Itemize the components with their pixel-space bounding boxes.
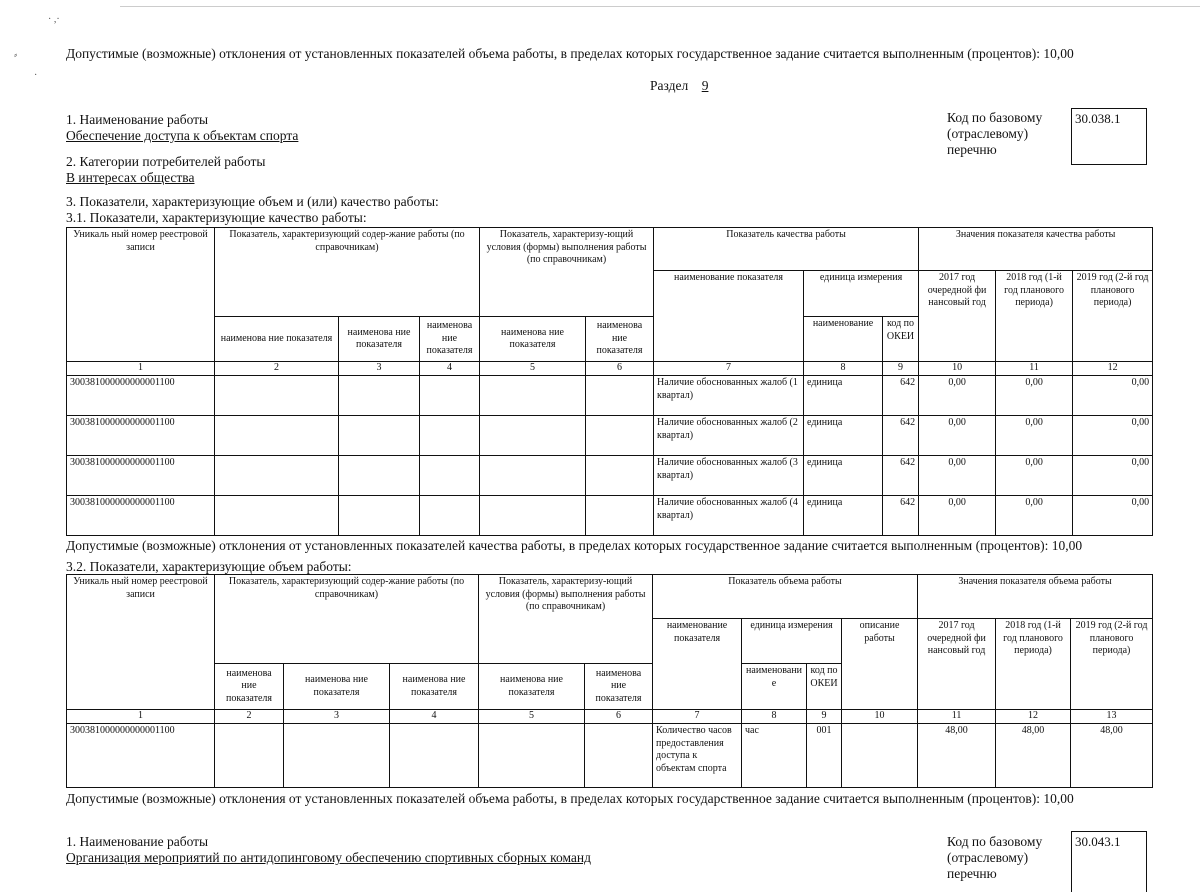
header-okei: код по ОКЕИ <box>883 317 919 362</box>
consumer-category-label: 2. Категории потребителей работы <box>66 154 266 169</box>
header-conditions-indicator <box>479 575 653 664</box>
header-year-2019: 2019 год (2-й год планового периода) <box>1073 271 1153 362</box>
base-list-code-label-3: перечню <box>947 142 997 157</box>
table-row <box>67 496 1153 536</box>
column-number: 10 <box>919 362 996 376</box>
table-cell <box>339 496 420 536</box>
column-number: 9 <box>883 362 919 376</box>
scan-edge-line <box>120 6 1200 7</box>
value-2017-cell: 0,00 <box>919 416 996 456</box>
header-volume-indicator: Показатель объема работы <box>653 575 918 619</box>
column-number: 3 <box>284 710 390 724</box>
volume-table <box>66 574 1153 788</box>
header-indicator-name: наименование показателя <box>654 271 804 362</box>
indicator-name-cell: Наличие обоснованных жалоб (4 квартал) <box>654 496 804 536</box>
header-year-2017: 2017 год очередной фи нансовый год <box>919 271 996 362</box>
okei-cell: 001 <box>807 724 842 788</box>
indicator-name-cell: Наличие обоснованных жалоб (1 квартал) <box>654 376 804 416</box>
value-2017-cell: 0,00 <box>919 496 996 536</box>
header-col-2: наименова ние показателя <box>215 664 284 710</box>
value-2019-cell: 0,00 <box>1073 416 1153 456</box>
scan-speck: · <box>34 70 38 81</box>
header-unit: единица измерения <box>804 271 919 317</box>
table-cell <box>420 496 480 536</box>
header-col-4: наименова ние показателя <box>420 317 480 362</box>
value-2018-cell: 0,00 <box>996 416 1073 456</box>
column-number: 6 <box>585 710 653 724</box>
header-col-3: наименова ние показателя <box>339 317 420 362</box>
section-heading <box>650 78 708 94</box>
header-conditions-text: Показатель, характеризу-ющий условия (формы) выполнения работы <box>486 229 647 253</box>
registry-number-cell: 300381000000000001100 <box>67 496 215 536</box>
table-cell <box>480 416 586 456</box>
unit-cell: час <box>742 724 807 788</box>
base-list-code-label-2: (отраслевому) <box>947 126 1029 141</box>
volume-heading: 3.2. Показатели, характеризующие объем работы: <box>66 559 352 574</box>
header-col-5: наименова ние показателя <box>479 664 585 710</box>
column-number: 11 <box>996 362 1073 376</box>
header-unit: единица измерения <box>742 619 842 664</box>
quality-deviation-text: Допустимые (возможные) отклонения от установленных показателей качества работы, в пределах которых государственное задание считается выполненным (процентов): 10,00 <box>66 538 1083 553</box>
header-work-description: описание работы <box>842 619 918 710</box>
top-deviation-text: Допустимые (возможные) отклонения от установленных показателей объема работы, в пределах которых государственное задание считается выполненным (процентов): 10,00 <box>66 46 1074 61</box>
value-2019-cell: 48,00 <box>1071 724 1153 788</box>
header-unique-number: Уникаль ный номер реестровой записи <box>67 228 215 362</box>
value-2017-cell: 48,00 <box>918 724 996 788</box>
quality-heading: 3.1. Показатели, характеризующие качество работы: <box>66 210 367 225</box>
work-name-value: Организация мероприятий по антидопинговому обеспечению спортивных сборных команд <box>66 850 592 865</box>
table-cell <box>420 416 480 456</box>
table-row <box>67 376 1153 416</box>
registry-number-cell: 300381000000000001100 <box>67 376 215 416</box>
work-name-value: Обеспечение доступа к объектам спорта <box>66 128 299 143</box>
column-number: 6 <box>586 362 654 376</box>
table-cell <box>215 416 339 456</box>
indicators-heading: 3. Показатели, характеризующие объем и (или) качество работы: <box>66 194 439 209</box>
column-number: 7 <box>654 362 804 376</box>
value-2019-cell: 0,00 <box>1073 376 1153 416</box>
table-cell <box>480 376 586 416</box>
indicator-name-cell: Наличие обоснованных жалоб (3 квартал) <box>654 456 804 496</box>
header-quality-values: Значения показателя качества работы <box>919 228 1153 271</box>
header-content-indicator: Показатель, характеризующий содер-жание работы (по справочникам) <box>215 228 480 317</box>
volume-deviation-text: Допустимые (возможные) отклонения от установленных показателей объема работы, в пределах которых государственное задание считается выполненным (процентов): 10,00 <box>66 791 1074 806</box>
table-row <box>67 724 1153 788</box>
column-number: 13 <box>1071 710 1153 724</box>
value-2018-cell: 0,00 <box>996 456 1073 496</box>
indicator-name-cell: Количество часов предоставления доступа к объектам спорта <box>653 724 742 788</box>
scan-speck: ⸗ <box>14 50 18 61</box>
description-cell <box>842 724 918 788</box>
base-list-code-label-1: Код по базовому <box>947 110 1043 125</box>
table-cell <box>339 376 420 416</box>
column-number: 12 <box>1073 362 1153 376</box>
indicator-name-cell: Наличие обоснованных жалоб (2 квартал) <box>654 416 804 456</box>
column-number: 4 <box>420 362 480 376</box>
header-volume-values: Значения показателя объема работы <box>918 575 1153 619</box>
column-number: 3 <box>339 362 420 376</box>
work-name-label: 1. Наименование работы <box>66 112 209 127</box>
work-name-label: 1. Наименование работы <box>66 834 209 849</box>
header-quality-indicator: Показатель качества работы <box>654 228 919 271</box>
table-cell <box>339 416 420 456</box>
unit-cell: единица <box>804 456 883 496</box>
okei-cell: 642 <box>883 376 919 416</box>
column-number: 12 <box>996 710 1071 724</box>
column-number: 2 <box>215 710 284 724</box>
header-conditions-indicator <box>480 228 654 317</box>
header-col-6: наименова ние показателя <box>585 664 653 710</box>
header-year-2018: 2018 год (1-й год планового периода) <box>996 619 1071 710</box>
header-col-5: наименова ние показателя <box>480 317 586 362</box>
table-cell <box>284 724 390 788</box>
okei-cell: 642 <box>883 496 919 536</box>
column-number: 5 <box>480 362 586 376</box>
table-cell <box>479 724 585 788</box>
section-number: 9 <box>701 78 709 93</box>
quality-table <box>66 227 1153 536</box>
header-year-2018: 2018 год (1-й год планового периода) <box>996 271 1073 362</box>
column-number: 4 <box>390 710 479 724</box>
header-unit-name: наименовани е <box>742 664 807 710</box>
header-col-2: наименова ние показателя <box>215 317 339 362</box>
column-number: 7 <box>653 710 742 724</box>
header-unit-name: наименование <box>804 317 883 362</box>
header-conditions-sub: (по справочникам) <box>525 601 606 612</box>
consumer-category-value: В интересах общества <box>66 170 195 185</box>
column-number: 8 <box>742 710 807 724</box>
okei-cell: 642 <box>883 456 919 496</box>
column-number: 10 <box>842 710 918 724</box>
table-cell <box>215 496 339 536</box>
table-cell <box>420 376 480 416</box>
base-list-code-label-2: (отраслевому) <box>947 850 1029 865</box>
header-indicator-name: наименование показателя <box>653 619 742 710</box>
base-list-code-label-1: Код по базовому <box>947 834 1043 849</box>
table-cell <box>480 496 586 536</box>
table-cell <box>586 416 654 456</box>
okei-cell: 642 <box>883 416 919 456</box>
table-row <box>67 416 1153 456</box>
table-cell <box>480 456 586 496</box>
base-list-code-box: 30.038.1 <box>1071 108 1147 165</box>
value-2019-cell: 0,00 <box>1073 456 1153 496</box>
header-col-4: наименова ние показателя <box>390 664 479 710</box>
header-conditions-text: Показатель, характеризу-ющий условия (формы) выполнения работы <box>485 576 646 600</box>
value-2017-cell: 0,00 <box>919 456 996 496</box>
column-number: 1 <box>67 362 215 376</box>
unit-cell: единица <box>804 376 883 416</box>
registry-number-cell: 300381000000000001100 <box>67 456 215 496</box>
column-number: 9 <box>807 710 842 724</box>
header-col-6: наименова ние показателя <box>586 317 654 362</box>
table-cell <box>215 376 339 416</box>
table-cell <box>586 456 654 496</box>
header-col-3: наименова ние показателя <box>284 664 390 710</box>
column-number: 1 <box>67 710 215 724</box>
header-conditions-sub: (по справочникам) <box>526 254 607 265</box>
header-unique-number: Уникаль ный номер реестровой записи <box>67 575 215 710</box>
registry-number-cell: 300381000000000001100 <box>67 724 215 788</box>
column-number: 5 <box>479 710 585 724</box>
header-year-2019: 2019 год (2-й год планового периода) <box>1071 619 1153 710</box>
table-cell <box>339 456 420 496</box>
value-2018-cell: 0,00 <box>996 376 1073 416</box>
table-cell <box>586 496 654 536</box>
table-cell <box>585 724 653 788</box>
base-list-code-label-3: перечню <box>947 866 997 881</box>
unit-cell: единица <box>804 416 883 456</box>
value-2017-cell: 0,00 <box>919 376 996 416</box>
header-content-indicator: Показатель, характеризующий содер-жание работы (по справочникам) <box>215 575 479 664</box>
table-cell <box>215 456 339 496</box>
value-2018-cell: 0,00 <box>996 496 1073 536</box>
column-number: 2 <box>215 362 339 376</box>
column-number: 8 <box>804 362 883 376</box>
value-2018-cell: 48,00 <box>996 724 1071 788</box>
table-cell <box>420 456 480 496</box>
header-okei: код по ОКЕИ <box>807 664 842 710</box>
column-number: 11 <box>918 710 996 724</box>
table-cell <box>215 724 284 788</box>
registry-number-cell: 300381000000000001100 <box>67 416 215 456</box>
table-row <box>67 456 1153 496</box>
value-2019-cell: 0,00 <box>1073 496 1153 536</box>
base-list-code-box: 30.043.1 <box>1071 831 1147 892</box>
table-cell <box>390 724 479 788</box>
section-label: Раздел <box>650 78 689 93</box>
unit-cell: единица <box>804 496 883 536</box>
header-year-2017: 2017 год очередной фи нансовый год <box>918 619 996 710</box>
scan-speck: · ,· <box>48 14 60 25</box>
table-cell <box>586 376 654 416</box>
